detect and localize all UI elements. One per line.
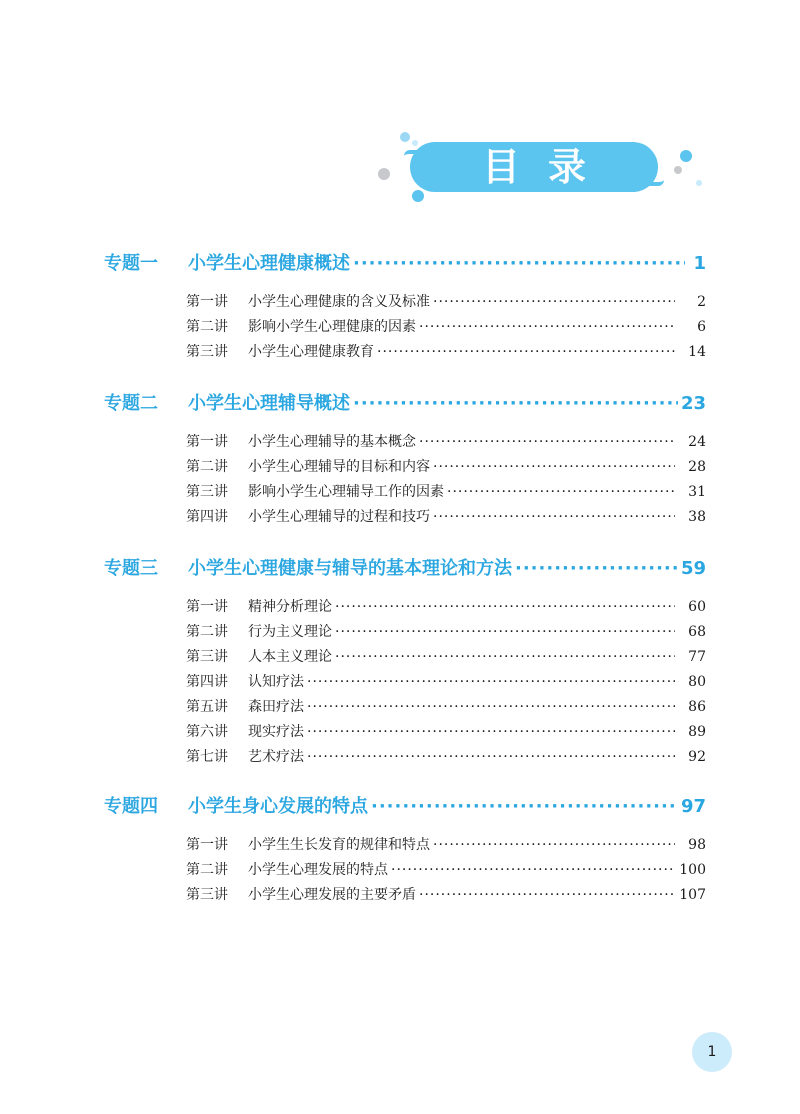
section-page: 1 [693,253,706,274]
dot-leader [419,434,675,450]
lecture-item[interactable] [186,671,706,696]
toc-section [104,554,706,771]
lecture-list [104,291,706,366]
section-heading[interactable] [104,389,706,419]
lecture-label: 第三讲 [186,887,228,903]
lecture-title: 小学生心理辅导的过程和技巧 [248,509,430,525]
lecture-item[interactable] [186,721,706,746]
lecture-page: 100 [679,862,706,878]
lecture-list [104,596,706,771]
lecture-label: 第二讲 [186,862,228,878]
toc-title-banner [372,128,712,208]
lecture-title: 小学生心理发展的特点 [248,862,388,878]
lecture-item[interactable] [186,456,706,481]
dot-leader [335,624,675,640]
lecture-page: 92 [688,749,706,765]
section-title: 小学生身心发展的特点 [188,796,368,817]
toc-section [104,249,706,366]
decor-dot [696,180,702,186]
lecture-item[interactable] [186,481,706,506]
lecture-item[interactable] [186,884,706,909]
toc-section [104,792,706,909]
lecture-label: 第一讲 [186,294,228,310]
dot-leader [433,459,675,475]
lecture-label: 第三讲 [186,649,228,665]
lecture-page: 2 [697,294,706,310]
dot-leader [433,837,675,853]
lecture-label: 第五讲 [186,699,228,715]
lecture-item[interactable] [186,341,706,366]
lecture-title: 认知疗法 [248,674,304,690]
lecture-item[interactable] [186,859,706,884]
lecture-label: 第三讲 [186,484,228,500]
section-title: 小学生心理健康概述 [188,253,350,274]
lecture-item[interactable] [186,746,706,771]
lecture-item[interactable] [186,696,706,721]
lecture-label: 第一讲 [186,599,228,615]
decor-dot [400,132,410,142]
lecture-label: 第一讲 [186,434,228,450]
dot-leader [377,344,675,360]
lecture-page: 28 [688,459,706,475]
lecture-title: 精神分析理论 [248,599,332,615]
lecture-page: 24 [688,434,706,450]
lecture-title: 影响小学生心理辅导工作的因素 [248,484,444,500]
lecture-label: 第六讲 [186,724,228,740]
section-heading[interactable] [104,249,706,279]
lecture-label: 第二讲 [186,624,228,640]
lecture-label: 第四讲 [186,674,228,690]
page-title: 目录 [481,145,614,189]
lecture-label: 第二讲 [186,459,228,475]
lecture-label: 第四讲 [186,509,228,525]
lecture-page: 107 [679,887,706,903]
lecture-item[interactable] [186,596,706,621]
lecture-page: 14 [688,344,706,360]
lecture-page: 86 [688,699,706,715]
lecture-title: 小学生心理辅导的基本概念 [248,434,416,450]
dot-leader [433,294,675,310]
lecture-title: 人本主义理论 [248,649,332,665]
lecture-title: 艺术疗法 [248,749,304,765]
lecture-list [104,834,706,909]
lecture-item[interactable] [186,431,706,456]
decor-dot [674,166,682,174]
lecture-page: 60 [688,599,706,615]
lecture-page: 89 [688,724,706,740]
dot-leader [447,484,675,500]
lecture-title: 现实疗法 [248,724,304,740]
section-label: 专题二 [104,393,158,414]
lecture-title: 小学生心理健康的含义及标准 [248,294,430,310]
lecture-label: 第二讲 [186,319,228,335]
lecture-page: 68 [688,624,706,640]
section-title: 小学生心理辅导概述 [188,393,350,414]
dot-leader [307,724,675,740]
dot-leader [391,862,675,878]
toc-section [104,389,706,531]
lecture-page: 77 [688,649,706,665]
decor-dot [378,168,390,180]
dot-leader [433,509,675,525]
decor-dot [680,150,692,162]
lecture-title: 小学生心理辅导的目标和内容 [248,459,430,475]
section-page: 59 [680,558,706,579]
lecture-item[interactable] [186,646,706,671]
dot-leader [307,674,675,690]
dot-leader [307,749,675,765]
lecture-list [104,431,706,531]
lecture-item[interactable] [186,506,706,531]
dot-leader [353,393,678,414]
dot-leader [353,253,685,274]
lecture-label: 第七讲 [186,749,228,765]
lecture-title: 小学生生长发育的规律和特点 [248,837,430,853]
dot-leader [419,319,675,335]
section-label: 专题四 [104,796,158,817]
section-heading[interactable] [104,792,706,822]
dot-leader [371,796,678,817]
lecture-item[interactable] [186,834,706,859]
lecture-item[interactable] [186,291,706,316]
lecture-page: 38 [688,509,706,525]
dot-leader [335,649,675,665]
lecture-page: 80 [688,674,706,690]
dot-leader [515,558,678,579]
lecture-page: 31 [688,484,706,500]
lecture-page: 98 [688,837,706,853]
dot-leader [307,699,675,715]
section-label: 专题一 [104,253,158,274]
lecture-item[interactable] [186,621,706,646]
section-heading[interactable] [104,554,706,584]
lecture-title: 小学生心理发展的主要矛盾 [248,887,416,903]
lecture-item[interactable] [186,316,706,341]
lecture-title: 行为主义理论 [248,624,332,640]
section-label: 专题三 [104,558,158,579]
lecture-title: 影响小学生心理健康的因素 [248,319,416,335]
lecture-title: 小学生心理健康教育 [248,344,374,360]
lecture-title: 森田疗法 [248,699,304,715]
section-page: 23 [680,393,706,414]
section-title: 小学生心理健康与辅导的基本理论和方法 [188,558,512,579]
lecture-label: 第三讲 [186,344,228,360]
lecture-label: 第一讲 [186,837,228,853]
dot-leader [419,887,675,903]
section-page: 97 [680,796,706,817]
lecture-page: 6 [697,319,706,335]
page-number-badge: 1 [692,1032,732,1072]
dot-leader [335,599,675,615]
